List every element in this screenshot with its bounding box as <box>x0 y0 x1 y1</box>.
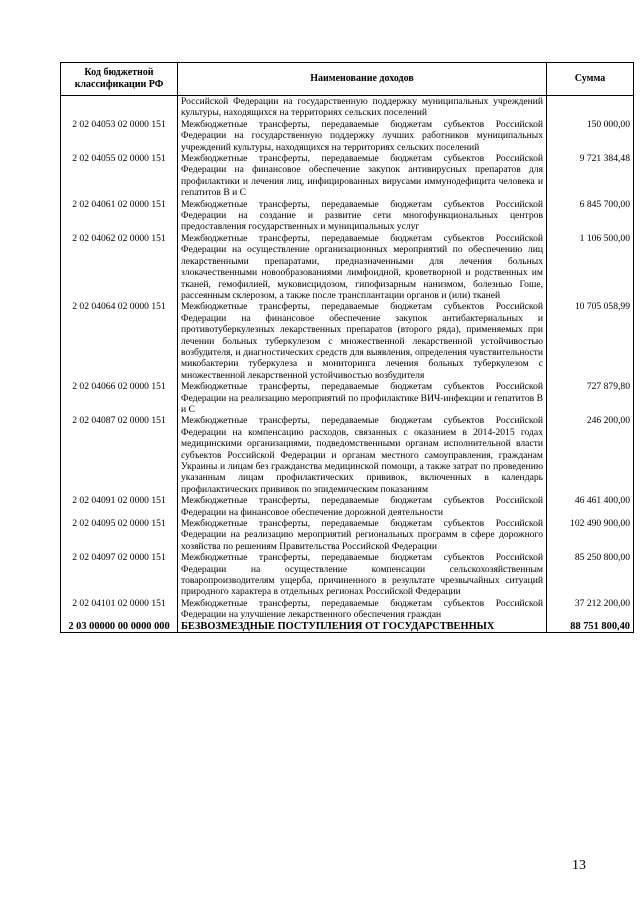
table-row <box>61 96 634 119</box>
row-code: 2 02 04053 02 0000 151 <box>61 119 178 153</box>
table-row <box>61 119 634 153</box>
table-row <box>61 199 634 233</box>
row-code <box>61 96 178 119</box>
row-sum: 1 106 500,00 <box>547 233 634 301</box>
row-code: 2 02 04061 02 0000 151 <box>61 199 178 233</box>
table-row <box>61 233 634 301</box>
row-sum <box>547 96 634 119</box>
header-sum: Сумма <box>547 63 634 96</box>
row-sum: 102 490 900,00 <box>547 518 634 552</box>
table-row <box>61 552 634 598</box>
row-code: 2 02 04097 02 0000 151 <box>61 552 178 598</box>
table-row <box>61 153 634 199</box>
row-code: 2 02 04064 02 0000 151 <box>61 301 178 381</box>
row-sum: 727 879,80 <box>547 381 634 415</box>
row-code: 2 02 04101 02 0000 151 <box>61 598 178 621</box>
row-sum: 46 461 400,00 <box>547 495 634 518</box>
row-sum: 6 845 700,00 <box>547 199 634 233</box>
row-name: Межбюджетные трансферты, передаваемые бюджетам субъектов Российской Федерации на компенсацию расходов, связанных с оказанием в 2014-2015 годах медицинскими организациями, подведомственными органам исполнительной власти субъектов Российской Федерации и органам местного самоуправления, гражданам Украины и лицам без гражданства медицинской помощи, а также затрат по проведению указанным лицам профилактических прививок, включенных в календарь профилактических прививок по эпидемическим показаниям <box>178 415 547 495</box>
row-name: Межбюджетные трансферты, передаваемые бюджетам субъектов Российской Федерации на реализацию мероприятий региональных программ в сфере дорожного хозяйства по решениям Правительства Российской Федерации <box>178 518 547 552</box>
total-name: БЕЗВОЗМЕЗДНЫЕ ПОСТУПЛЕНИЯ ОТ ГОСУДАРСТВЕННЫХ <box>178 621 547 633</box>
table-row <box>61 495 634 518</box>
row-name: Межбюджетные трансферты, передаваемые бюджетам субъектов Российской Федерации на финансовое обеспечение закупок антивирусных препаратов для профилактики и лечения лиц, инфицированных вирусами иммунодефицита человека и гепатитов В и С <box>178 153 547 199</box>
row-sum: 85 250 800,00 <box>547 552 634 598</box>
header-name: Наименование доходов <box>178 63 547 96</box>
row-name: Межбюджетные трансферты, передаваемые бюджетам субъектов Российской Федерации на улучшение лекарственного обеспечения граждан <box>178 598 547 621</box>
row-name: Межбюджетные трансферты, передаваемые бюджетам субъектов Российской Федерации на финансовое обеспечение дорожной деятельности <box>178 495 547 518</box>
row-name: Межбюджетные трансферты, передаваемые бюджетам субъектов Российской Федерации на государственную поддержку лучших работников муниципальных учреждений культуры, находящихся на территориях сельских поселений <box>178 119 547 153</box>
row-name: Межбюджетные трансферты, передаваемые бюджетам субъектов Российской Федерации на осуществление компенсации сельскохозяйственным товаропроизводителям ущерба, причиненного в результате чрезвычайных ситуаций природного характера в отдельных регионах Российской Федерации <box>178 552 547 598</box>
total-sum: 88 751 800,40 <box>547 621 634 633</box>
row-sum: 150 000,00 <box>547 119 634 153</box>
budget-income-table <box>60 62 634 633</box>
table-row <box>61 598 634 621</box>
row-sum: 9 721 384,48 <box>547 153 634 199</box>
row-code: 2 02 04066 02 0000 151 <box>61 381 178 415</box>
row-name: Межбюджетные трансферты, передаваемые бюджетам субъектов Российской Федерации на создание и развитие сети многофункциональных центров предоставления государственных и муниципальных услуг <box>178 199 547 233</box>
table-row <box>61 518 634 552</box>
total-row <box>61 621 634 633</box>
row-sum: 246 200,00 <box>547 415 634 495</box>
header-code: Код бюджетной классификации РФ <box>61 63 178 96</box>
row-sum: 10 705 058,99 <box>547 301 634 381</box>
row-code: 2 02 04062 02 0000 151 <box>61 233 178 301</box>
table-row <box>61 381 634 415</box>
row-code: 2 02 04095 02 0000 151 <box>61 518 178 552</box>
row-name: Межбюджетные трансферты, передаваемые бюджетам субъектов Российской Федерации на финансовое обеспечение закупок антибактериальных и противотуберкулезных лекарственных препаратов (второго ряда), применяемых при лечении больных туберкулезом с множественной лекарственной устойчивостью возбудителя, и диагностических средств для выявления, определения чувствительности микобактерии туберкулеза и мониторинга лечения больных туберкулезом с множественной лекарственной устойчивостью возбудителя <box>178 301 547 381</box>
row-name: Межбюджетные трансферты, передаваемые бюджетам субъектов Российской Федерации на осуществление организационных мероприятий по обеспечению лиц лекарственными препаратами, предназначенными для лечения больных злокачественными новообразованиями лимфоидной, кроветворной и родственных им тканей, гемофилией, муковисцидозом, гипофизарным нанизмом, болезнью Гоше, рассеянным склерозом, а также после трансплантации органов и (или) тканей <box>178 233 547 301</box>
total-code: 2 03 00000 00 0000 000 <box>61 621 178 633</box>
row-name: Межбюджетные трансферты, передаваемые бюджетам субъектов Российской Федерации на реализацию мероприятий по профилактике ВИЧ-инфекции и гепатитов В и С <box>178 381 547 415</box>
row-code: 2 02 04087 02 0000 151 <box>61 415 178 495</box>
page-number: 13 <box>572 858 586 873</box>
table-header-row <box>61 63 634 96</box>
row-sum: 37 212 200,00 <box>547 598 634 621</box>
row-code: 2 02 04055 02 0000 151 <box>61 153 178 199</box>
table-row <box>61 415 634 495</box>
row-code: 2 02 04091 02 0000 151 <box>61 495 178 518</box>
table-row <box>61 301 634 381</box>
row-name: Российской Федерации на государственную поддержку муниципальных учреждений культуры, находящихся на территориях сельских поселений <box>178 96 547 119</box>
